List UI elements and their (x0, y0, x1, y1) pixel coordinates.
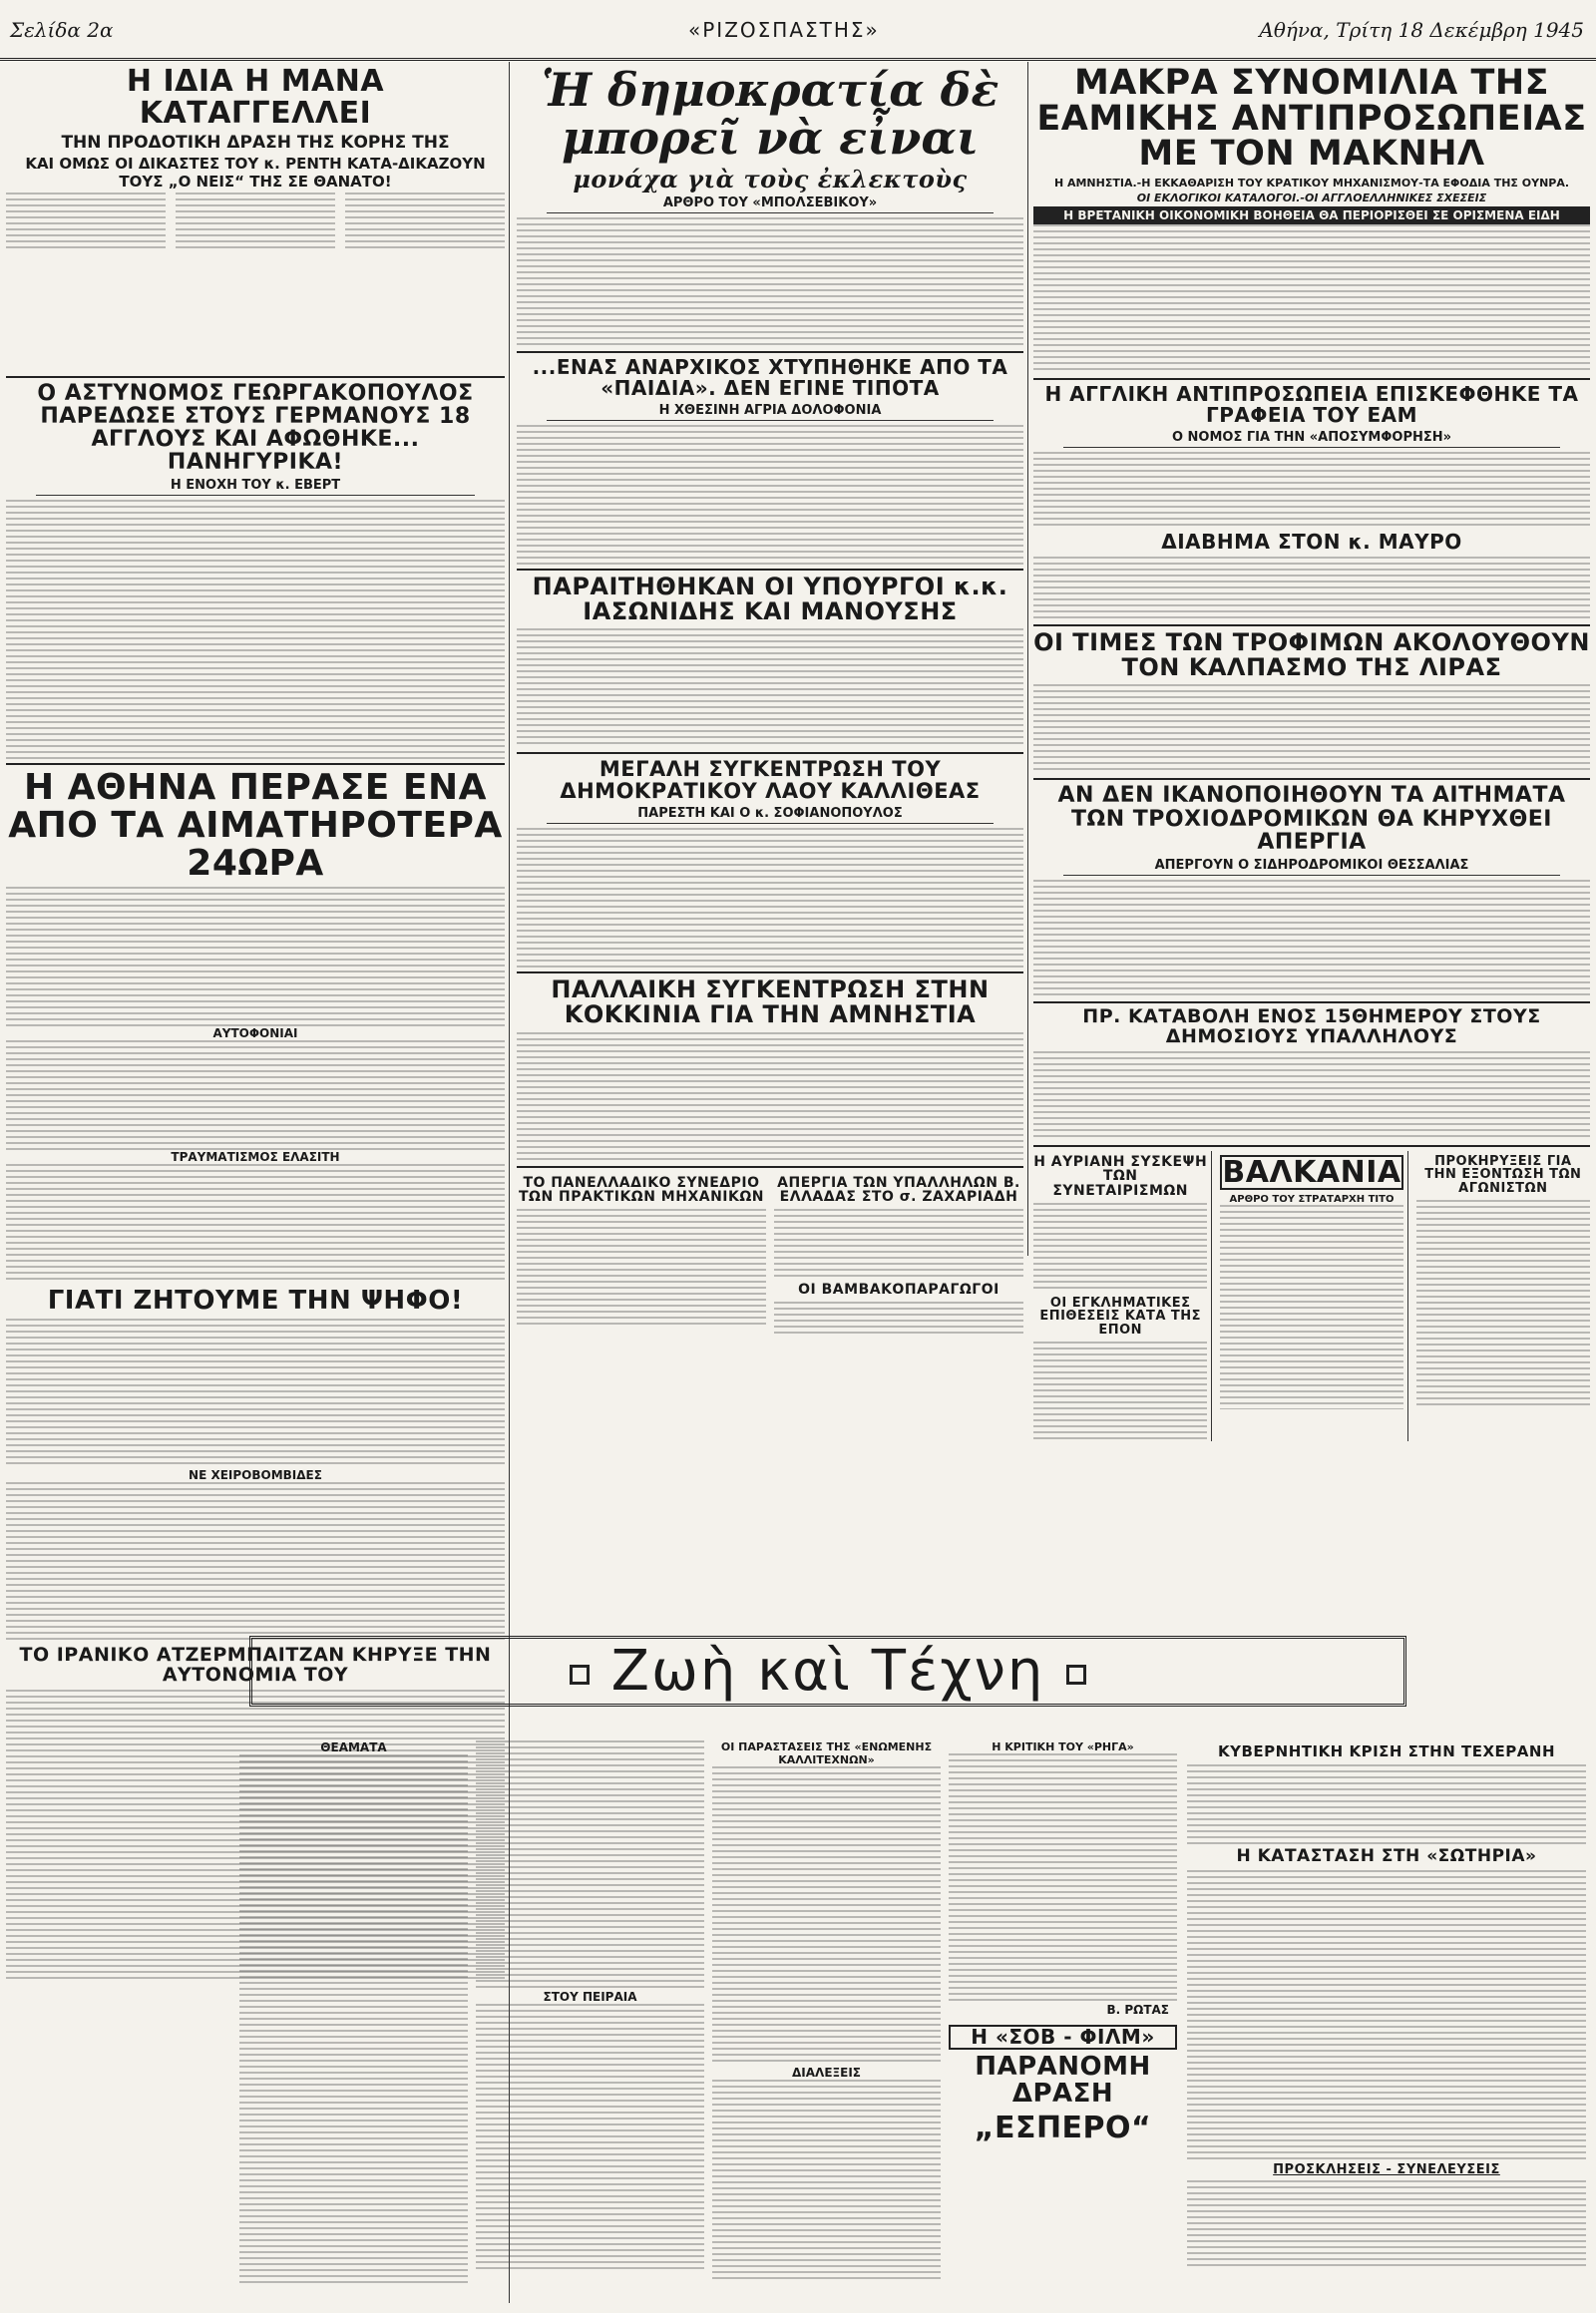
article-body (1187, 1870, 1586, 2159)
section-label: ΔΙΑΛΕΞΕΙΣ (792, 2066, 861, 2080)
section-title: Ζωὴ καὶ Τέχνη (249, 1636, 1406, 1707)
headline: ...ΕΝΑΣ ΑΝΑΡΧΙΚΟΣ ΧΤΥΠΗΘΗΚΕ ΑΠΟ ΤΑ «ΠΑΙΔΙΑ». ΔΕΝ ΕΓΙΝΕ ΤΙΠΟΤΑ (532, 354, 1008, 400)
arts-columns (239, 1740, 1177, 2283)
headline: ΠΑΡΑΙΤΗΘΗΚΑΝ ΟΙ ΥΠΟΥΡΓΟΙ κ.κ. ΙΑΣΩΝΙΔΗΣ ΚΑΙ ΜΑΝΟΥΣΗΣ (532, 572, 1008, 625)
article-body (476, 2004, 704, 2273)
article-body (1033, 880, 1590, 997)
byline: Ο ΝΟΜΟΣ ΓΙΑ ΤΗΝ «ΑΠΟΣΥΜΦΟΡΗΣΗ» (1063, 430, 1560, 448)
byline: ΠΑΡΕΣΤΗ ΚΑΙ Ο κ. ΣΟΦΙΑΝΟΠΟΥΛΟΣ (547, 806, 994, 824)
headline: ΜΕΓΑΛΗ ΣΥΓΚΕΝΤΡΩΣΗ ΤΟΥ ΔΗΜΟΚΡΑΤΙΚΟΥ ΛΑΟΥ ΚΑΛΛΙΘΕΑΣ (560, 757, 981, 804)
headline: ΟΙ ΕΓΚΛΗΜΑΤΙΚΕΣ ΕΠΙΘΕΣΕΙΣ ΚΑΤΑ ΤΗΣ ΕΠΟΝ (1039, 1295, 1202, 1338)
byline: ΑΠΕΡΓΟΥΝ Ο ΣΙΔΗΡΟΔΡΟΜΙΚΟΙ ΘΕΣΣΑΛΙΑΣ (1063, 858, 1560, 876)
right-lower (1187, 1740, 1586, 2270)
paper-name: «ΡΙΖΟΣΠΑΣΤΗΣ» (688, 18, 880, 42)
headline: Η ΚΑΤΑΣΤΑΣΗ ΣΤΗ «ΣΩΤΗΡΙΑ» (1236, 1845, 1537, 1866)
article-body (6, 500, 505, 759)
headline: ΠΑΛΛΑΙΚΗ ΣΥΓΚΕΝΤΡΩΣΗ ΣΤΗΝ ΚΟΚΚΙΝΙΑ ΓΙΑ ΤΗΝ ΑΜΝΗΣΤΙΑ (551, 975, 990, 1029)
article-body (517, 828, 1023, 967)
byline: ΑΡΘΡΟ ΤΟΥ «ΜΠΟΛΣΕΒΙΚΟΥ» (547, 195, 994, 213)
article-body (1033, 1203, 1207, 1293)
headline: Ἡ δημοκρατία δὲ μπορεῖ νὰ εἶναι (541, 63, 999, 166)
article-body (517, 425, 1023, 565)
article-body (517, 1032, 1023, 1162)
subheadline: μονάχα γιὰ τοὺς ἐκλεκτοὺς (573, 164, 968, 193)
headline: ΑΝ ΔΕΝ ΙΚΑΝΟΠΟΙΗΘΟΥΝ ΤΑ ΑΙΤΗΜΑΤΑ ΤΩΝ ΤΡΟΧΙΟΔΡΟΜΙΚΩΝ ΘΑ ΚΗΡΥΧΘΕΙ ΑΠΕΡΓΙΑ (1057, 783, 1566, 855)
article-body (1033, 1051, 1590, 1141)
column-right (1033, 62, 1590, 1441)
headline: Η ΑΘΗΝΑ ΠΕΡΑΣΕ ΕΝΑ ΑΠΟ ΤΑ ΑΙΜΑΤΗΡΟΤΕΡΑ 24ΩΡΑ (8, 767, 503, 884)
article-body (1033, 224, 1590, 374)
article-body (239, 1754, 468, 2283)
section-label: Η ΚΡΙΤΙΚΗ ΤΟΥ «ΡΗΓΑ» (992, 1740, 1134, 1753)
byline: Η ΕΝΟΧΗ ΤΟΥ κ. ΕΒΕΡΤ (36, 478, 475, 496)
headline: ΠΡΟΚΗΡΥΞΕΙΣ ΓΙΑ ΤΗΝ ΕΞΟΝΤΩΣΗ ΤΩΝ ΑΓΩΝΙΣΤΩΝ (1424, 1153, 1582, 1196)
headline: Η ΑΓΓΛΙΚΗ ΑΝΤΙΠΡΟΣΩΠΕΙΑ ΕΠΙΣΚΕΦΘΗΚΕ ΤΑ ΓΡΑΦΕΙΑ ΤΟΥ ΕΑΜ (1044, 382, 1579, 428)
subheadline: ΟΙ ΕΚΛΟΓΙΚΟΙ ΚΑΤΑΛΟΓΟΙ.-ΟΙ ΑΓΓΛΟΕΛΛΗΝΙΚΕΣ ΣΧΕΣΕΙΣ (1136, 192, 1487, 205)
article-body (517, 628, 1023, 748)
byline: Β. ΡΩΤΑΣ (1106, 2003, 1169, 2017)
headline: ΠΡ. ΚΑΤΑΒΟΛΗ ΕΝΟΣ 15ΘΗΜΕΡΟΥ ΣΤΟΥΣ ΔΗΜΟΣΙΟΥΣ ΥΠΑΛΛΗΛΟΥΣ (1082, 1004, 1541, 1047)
article-body (1220, 1205, 1402, 1409)
headline: ΔΙΑΒΗΜΑ ΣΤΟΝ κ. ΜΑΥΡΟ (1161, 530, 1462, 555)
headline: ΟΙ ΒΑΜΒΑΚΟΠΑΡΑΓΩΓΟΙ (798, 1282, 999, 1298)
headline: ΟΙ ΤΙΜΕΣ ΤΩΝ ΤΡΟΦΙΜΩΝ ΑΚΟΛΟΥΘΟΥΝ ΤΟΝ ΚΑΛΠΑΣΜΟ ΤΗΣ ΛΙΡΑΣ (1033, 628, 1590, 682)
article-body (712, 1766, 941, 2066)
section-label: ΤΡΑΥΜΑΤΙΣΜΟΣ ΕΛΑΣΙΤΗ (171, 1149, 340, 1164)
article-body (1033, 684, 1590, 774)
article-body (1187, 1764, 1586, 1844)
headline: Η ΙΔΙΑ Η ΜΑΝΑ ΚΑΤΑΓΓΕΛΛΕΙ (126, 64, 385, 131)
column-rule (1027, 62, 1028, 1256)
section-label: ΑΥΤΟΦΟΝΙΑΙ (212, 1025, 298, 1040)
article-body (774, 1209, 1023, 1279)
article-body (1416, 1200, 1590, 1409)
article-body (1033, 557, 1590, 620)
section-label: ΟΙ ΠΑΡΑΣΤΑΣΕΙΣ ΤΗΣ «ΕΝΩΜΕΝΗΣ ΚΑΛΛΙΤΕΧΝΩΝ» (720, 1740, 933, 1766)
article-body (949, 1753, 1177, 2003)
section-bar: Η ΒΡΕΤΑΝΙΚΗ ΟΙΚΟΝΟΜΙΚΗ ΒΟΗΘΕΙΑ ΘΑ ΠΕΡΙΟΡΙΣΘΕΙ ΣΕ ΟΡΙΣΜΕΝΑ ΕΙΔΗ (1033, 206, 1590, 224)
subheadline: ΚΑΙ ΟΜΩΣ ΟΙ ΔΙΚΑΣΤΕΣ ΤΟΥ κ. ΡΕΝΤΗ ΚΑΤΑ-ΔΙΚΑΖΟΥΝ ΤΟΥΣ „Ο ΝΕΙΣ“ ΤΗΣ ΣΕ ΘΑΝΑΤΟ! (25, 155, 486, 191)
headline: ΜΑΚΡΑ ΣΥΝΟΜΙΛΙΑ ΤΗΣ ΕΑΜΙΚΗΣ ΑΝΤΙΠΡΟΣΩΠΕΙΑΣ ΜΕ ΤΟΝ ΜΑΚΝΗΛ (1036, 63, 1587, 175)
section-label: ΘΕΑΜΑΤΑ (320, 1740, 387, 1754)
article-body (6, 1164, 505, 1284)
article-body (6, 1482, 505, 1642)
article-body (6, 1319, 505, 1468)
headline: ΤΟ ΠΑΝΕΛΛΑΔΙΚΟ ΣΥΝΕΔΡΙΟ ΤΩΝ ΠΡΑΚΤΙΚΩΝ ΜΗΧΑΝΙΚΩΝ (519, 1174, 764, 1206)
article-body (1187, 2180, 1586, 2270)
article-body (517, 1209, 766, 1329)
headline: ΠΡΟΣΚΛΗΣΕΙΣ - ΣΥΝΕΛΕΥΣΕΙΣ (1273, 2161, 1500, 2177)
headline: Ο ΑΣΤΥΝΟΜΟΣ ΓΕΩΡΓΑΚΟΠΟΥΛΟΣ ΠΑΡΕΔΩΣΕ ΣΤΟΥΣ ΓΕΡΜΑΝΟΥΣ 18 ΑΓΓΛΟΥΣ ΚΑΙ ΑΦΩΘΗΚΕ... ΠΑΝΗΓΥΡΙΚΑ! (37, 381, 474, 476)
article-body (1033, 452, 1590, 528)
masthead (0, 0, 1596, 61)
article-body (517, 217, 1023, 347)
subheadline: ΤΗΝ ΠΡΟΔΟΤΙΚΗ ΔΡΑΣΗ ΤΗΣ ΚΟΡΗΣ ΤΗΣ (61, 133, 450, 153)
headline: ΑΠΕΡΓΙΑ ΤΩΝ ΥΠΑΛΛΗΛΩΝ Β. ΕΛΛΑΔΑΣ ΣΤΟ σ. ΖΑΧΑΡΙΑΔΗ (777, 1174, 1020, 1206)
headline: „ΕΣΠΕΡΟ“ (974, 2110, 1152, 2145)
section-label: ΣΤΟΥ ΠΕΙΡΑΙΑ (543, 1990, 637, 2004)
headline: ΠΑΡΑΝΟΜΗ ΔΡΑΣΗ (975, 2052, 1151, 2110)
headline: ΤΟ ΙΡΑΝΙΚΟ ΑΤΖΕΡΜΠΑΙΤΖΑΝ ΚΗΡΥΞΕ ΤΗΝ ΑΥΤΟΝΟΜΙΑ ΤΟΥ (19, 1644, 492, 1686)
headline: Η «ΣΟΒ - ΦΙΛΜ» (949, 2025, 1177, 2050)
headline: ΓΙΑΤΙ ΖΗΤΟΥΜΕ ΤΗΝ ΨΗΦΟ! (47, 1285, 464, 1316)
article-body (1033, 1342, 1207, 1441)
headline: Η ΑΥΡΙΑΝΗ ΣΥΣΚΕΨΗ ΤΩΝ ΣΥΝΕΤΑΙΡΙΣΜΩΝ (1033, 1153, 1208, 1199)
article-body (774, 1302, 1023, 1336)
article-body (6, 1040, 505, 1150)
arts-section (239, 1636, 1416, 1707)
article-body (476, 1740, 704, 1990)
article-body (6, 887, 505, 1026)
article-body (6, 193, 505, 372)
byline: Η ΧΘΕΣΙΝΗ ΑΓΡΙΑ ΔΟΛΟΦΟΝΙΑ (547, 403, 994, 421)
section-label: ΝΕ ΧΕΙΡΟΒΟΜΒΙΔΕΣ (189, 1468, 322, 1483)
headline: ΚΥΒΕΡΝΗΤΙΚΗ ΚΡΙΣΗ ΣΤΗΝ ΤΕΧΕΡΑΝΗ (1217, 1742, 1555, 1760)
article-body (712, 2080, 941, 2279)
headline: ΒΑΛΚΑΝΙΑ (1222, 1154, 1401, 1190)
subheadline: Η ΑΜΝΗΣΤΙΑ.-Η ΕΚΚΑΘΑΡΙΣΗ ΤΟΥ ΚΡΑΤΙΚΟΥ ΜΗΧΑΝΙΣΜΟΥ-ΤΑ ΕΦΟΔΙΑ ΤΗΣ ΟΥΝΡΑ. (1053, 177, 1570, 191)
page-number: Σελίδα 2α (10, 18, 114, 42)
issue-date: Αθήνα, Τρίτη 18 Δεκέμβρη 1945 (1259, 18, 1584, 42)
byline: ΑΡΘΡΟ ΤΟΥ ΣΤΡΑΤΑΡΧΗ ΤΙΤΟ (1229, 1194, 1395, 1206)
column-middle (517, 62, 1023, 1336)
